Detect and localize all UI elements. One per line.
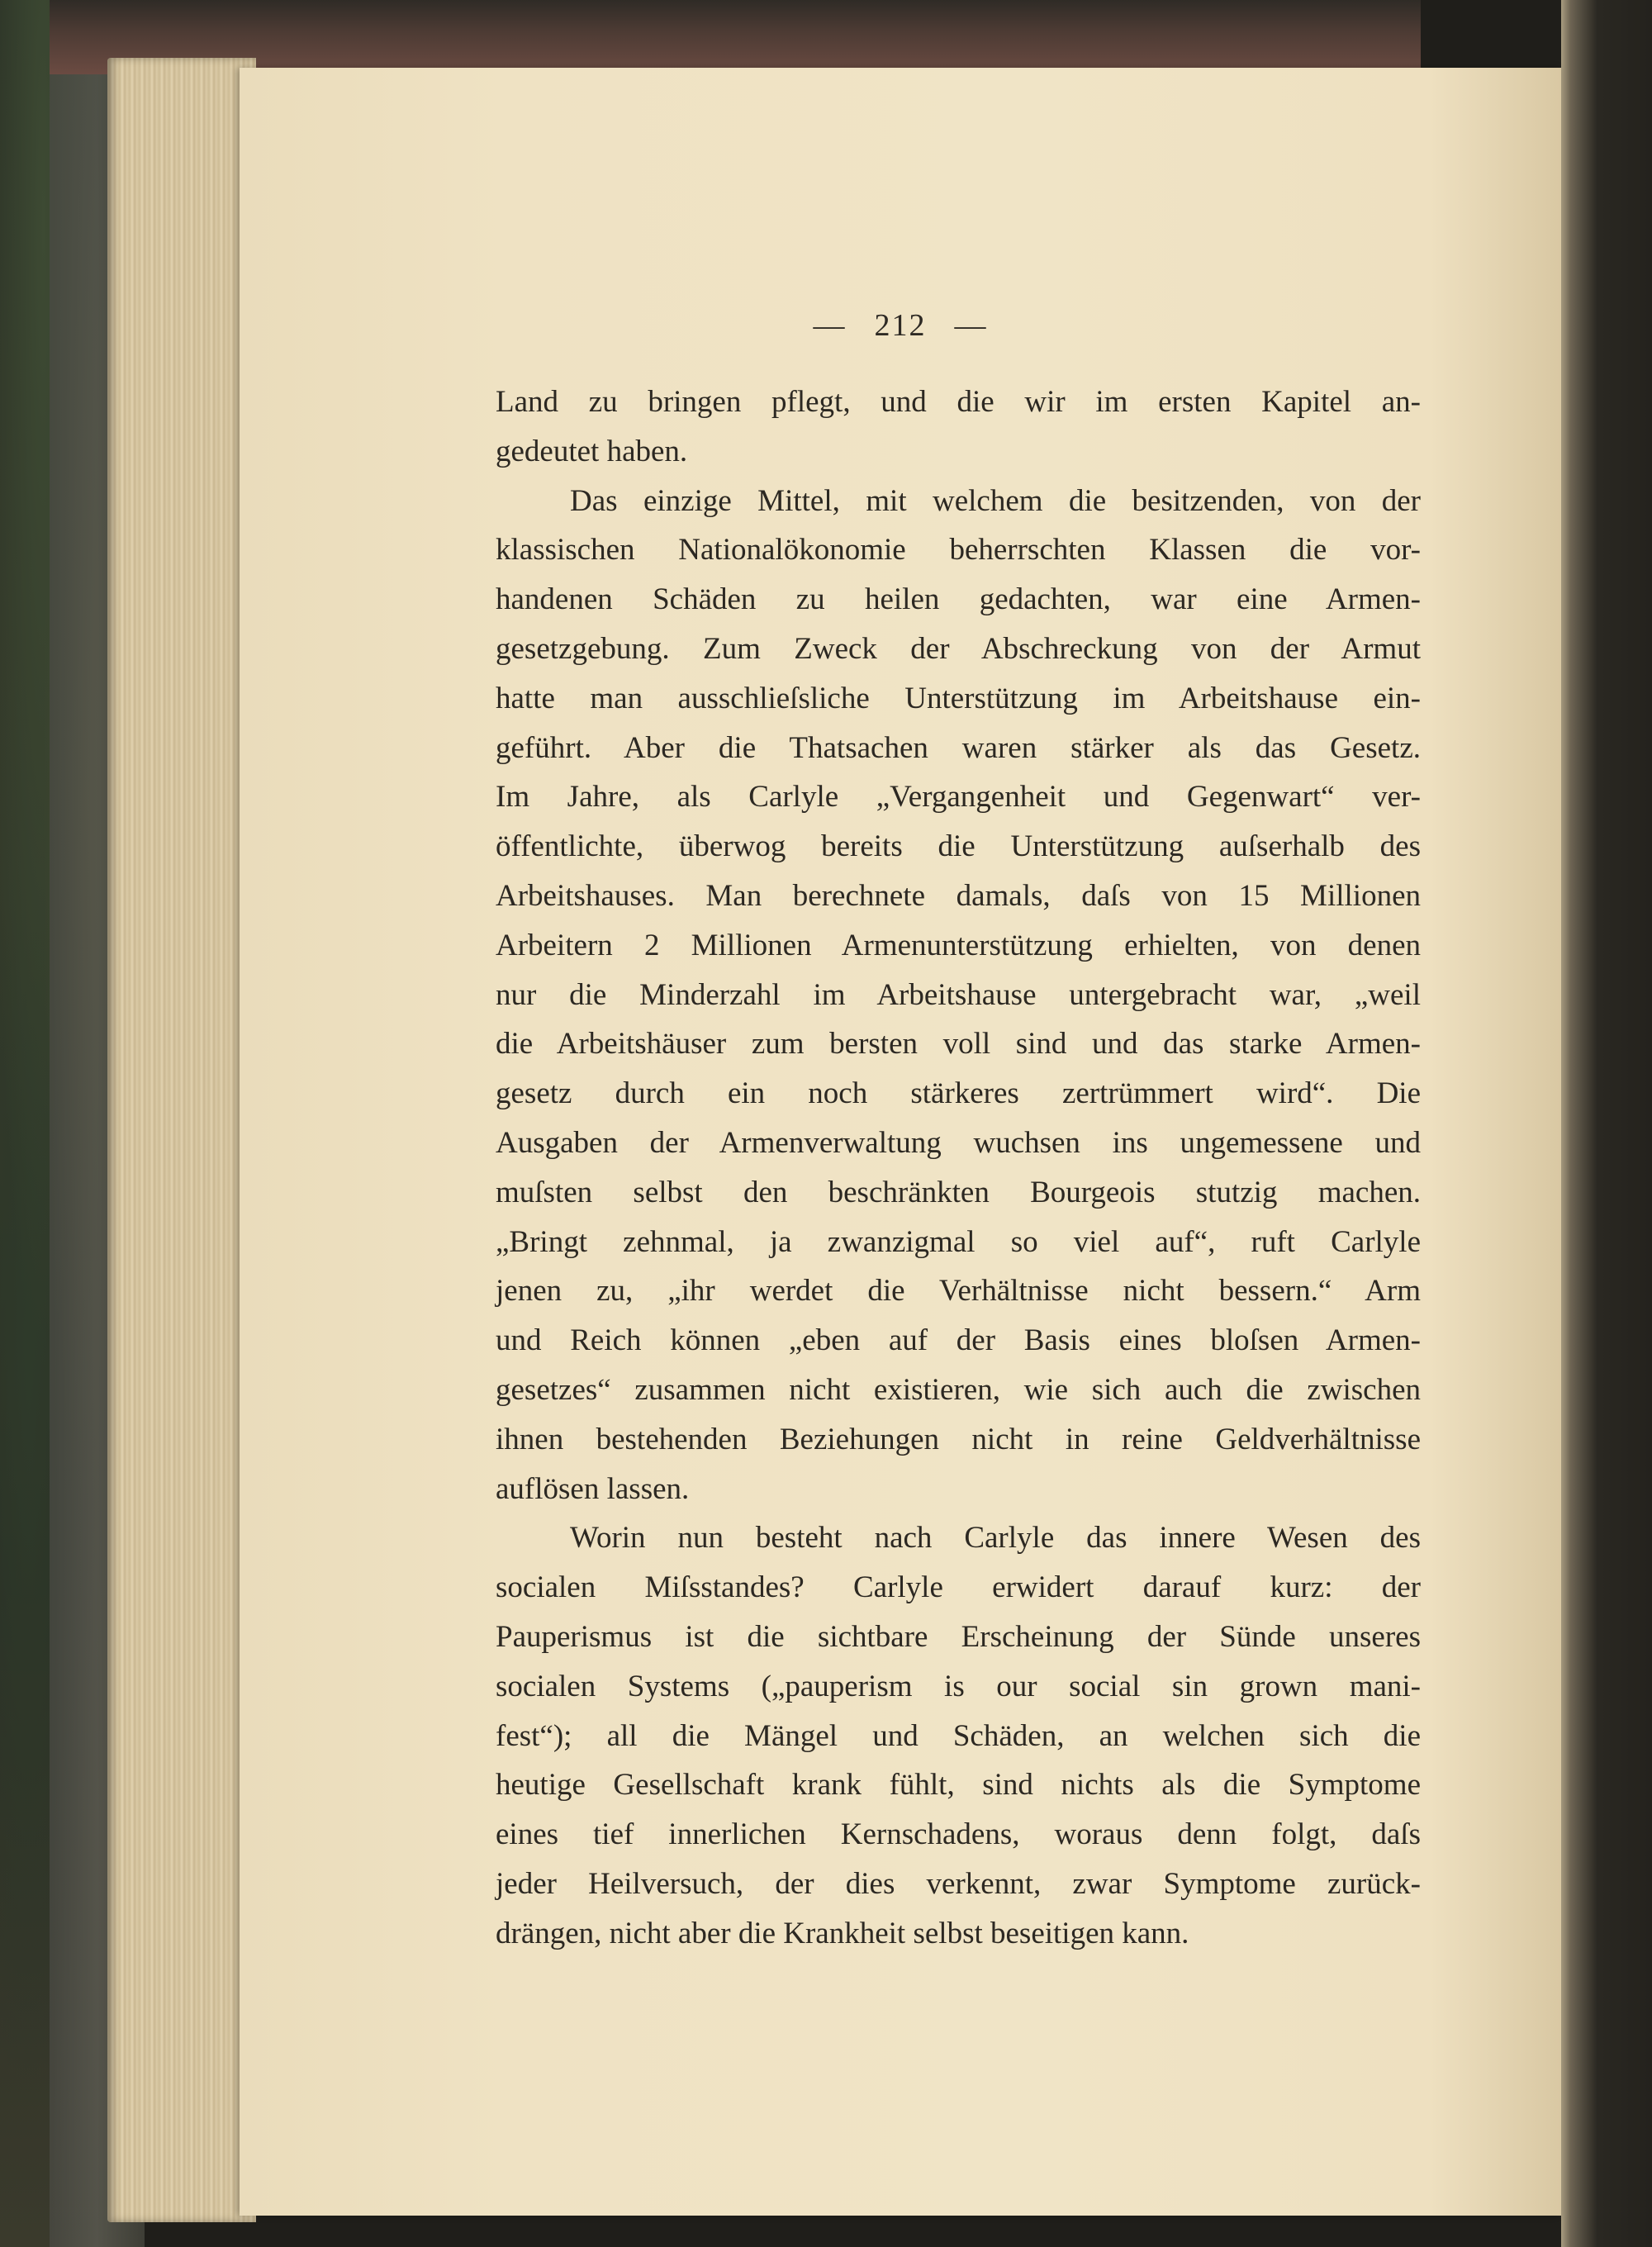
text-line: geführt. Aber die Thatsachen waren stärker als das Gesetz. xyxy=(496,730,1421,765)
body-text xyxy=(496,378,1421,1959)
text-line: socialen Miſsstandes? Carlyle erwidert darauf kurz: der xyxy=(496,1570,1421,1605)
text-line: fest“); all die Mängel und Schäden, an welchen sich die xyxy=(496,1718,1421,1753)
text-line: auflösen lassen. xyxy=(496,1471,690,1506)
page-header xyxy=(240,307,1561,344)
text-line: jeder Heilversuch, der dies verkennt, zwar Symptome zurück- xyxy=(496,1866,1421,1901)
text-line: klassischen Nationalökonomie beherrschten Klassen die vor- xyxy=(496,533,1421,568)
header-dash-right: — xyxy=(954,308,988,343)
text-line: handenen Schäden zu heilen gedachten, war eine Armen- xyxy=(496,582,1421,617)
text-line: Arbeitern 2 Millionen Armenunterstützung erhielten, von denen xyxy=(496,928,1421,962)
header-dash-left: — xyxy=(813,308,847,343)
text-line: Land zu bringen pflegt, und die wir im ersten Kapitel an- xyxy=(496,385,1421,419)
text-line: Worin nun besteht nach Carlyle das innere Wesen des xyxy=(570,1521,1421,1556)
paragraph xyxy=(496,378,1421,477)
text-line: jenen zu, „ihr werdet die Verhältnisse nicht bessern.“ Arm xyxy=(496,1274,1421,1309)
text-line: drängen, nicht aber die Krankheit selbst beseitigen kann. xyxy=(496,1916,1189,1950)
text-line: öffentlichte, überwog bereits die Unterstützung auſserhalb des xyxy=(496,829,1421,864)
text-line: Ausgaben der Armenverwaltung wuchsen ins ungemessene und xyxy=(496,1125,1421,1160)
text-line: und Reich können „eben auf der Basis eines bloſsen Armen- xyxy=(496,1323,1421,1358)
text-line: gesetzgebung. Zum Zweck der Abschreckung von der Armut xyxy=(496,631,1421,666)
text-line: Im Jahre, als Carlyle „Vergangenheit und Gegenwart“ ver- xyxy=(496,780,1421,815)
text-line: die Arbeitshäuser zum bersten voll sind und das starke Armen- xyxy=(496,1027,1421,1062)
background-right xyxy=(1561,0,1652,2247)
text-line: gesetzes“ zusammen nicht existieren, wie sich auch die zwischen xyxy=(496,1372,1421,1407)
text-line: nur die Minderzahl im Arbeitshause untergebracht war, „weil xyxy=(496,977,1421,1012)
text-line: ihnen bestehenden Beziehungen nicht in reine Geldverhältnisse xyxy=(496,1422,1421,1456)
text-line: eines tief innerlichen Kernschadens, woraus denn folgt, daſs xyxy=(496,1817,1421,1852)
paragraph xyxy=(496,477,1421,1514)
stacked-page-edges xyxy=(107,58,256,2222)
text-line: Pauperismus ist die sichtbare Erscheinung der Sünde unseres xyxy=(496,1619,1421,1654)
text-line: socialen Systems („pauperism is our social sin grown mani- xyxy=(496,1669,1421,1703)
text-line: „Bringt zehnmal, ja zwanzigmal so viel auf“, ruft Carlyle xyxy=(496,1224,1421,1259)
page-number: 212 xyxy=(874,308,927,343)
text-line: gedeutet haben. xyxy=(496,434,688,468)
text-line: muſsten selbst den beschränkten Bourgeois stutzig machen. xyxy=(496,1175,1421,1209)
paragraph xyxy=(496,1513,1421,1958)
text-line: hatte man ausschlieſsliche Unterstützung im Arbeitshause ein- xyxy=(496,681,1421,715)
book-page xyxy=(240,68,1561,2216)
text-line: Das einzige Mittel, mit welchem die besitzenden, von der xyxy=(570,483,1421,518)
text-line: Arbeitshauses. Man berechnete damals, daſs von 15 Millionen xyxy=(496,878,1421,913)
text-line: heutige Gesellschaft krank fühlt, sind nichts als die Symptome xyxy=(496,1768,1421,1803)
text-line: gesetz durch ein noch stärkeres zertrümmert wird“. Die xyxy=(496,1076,1421,1111)
